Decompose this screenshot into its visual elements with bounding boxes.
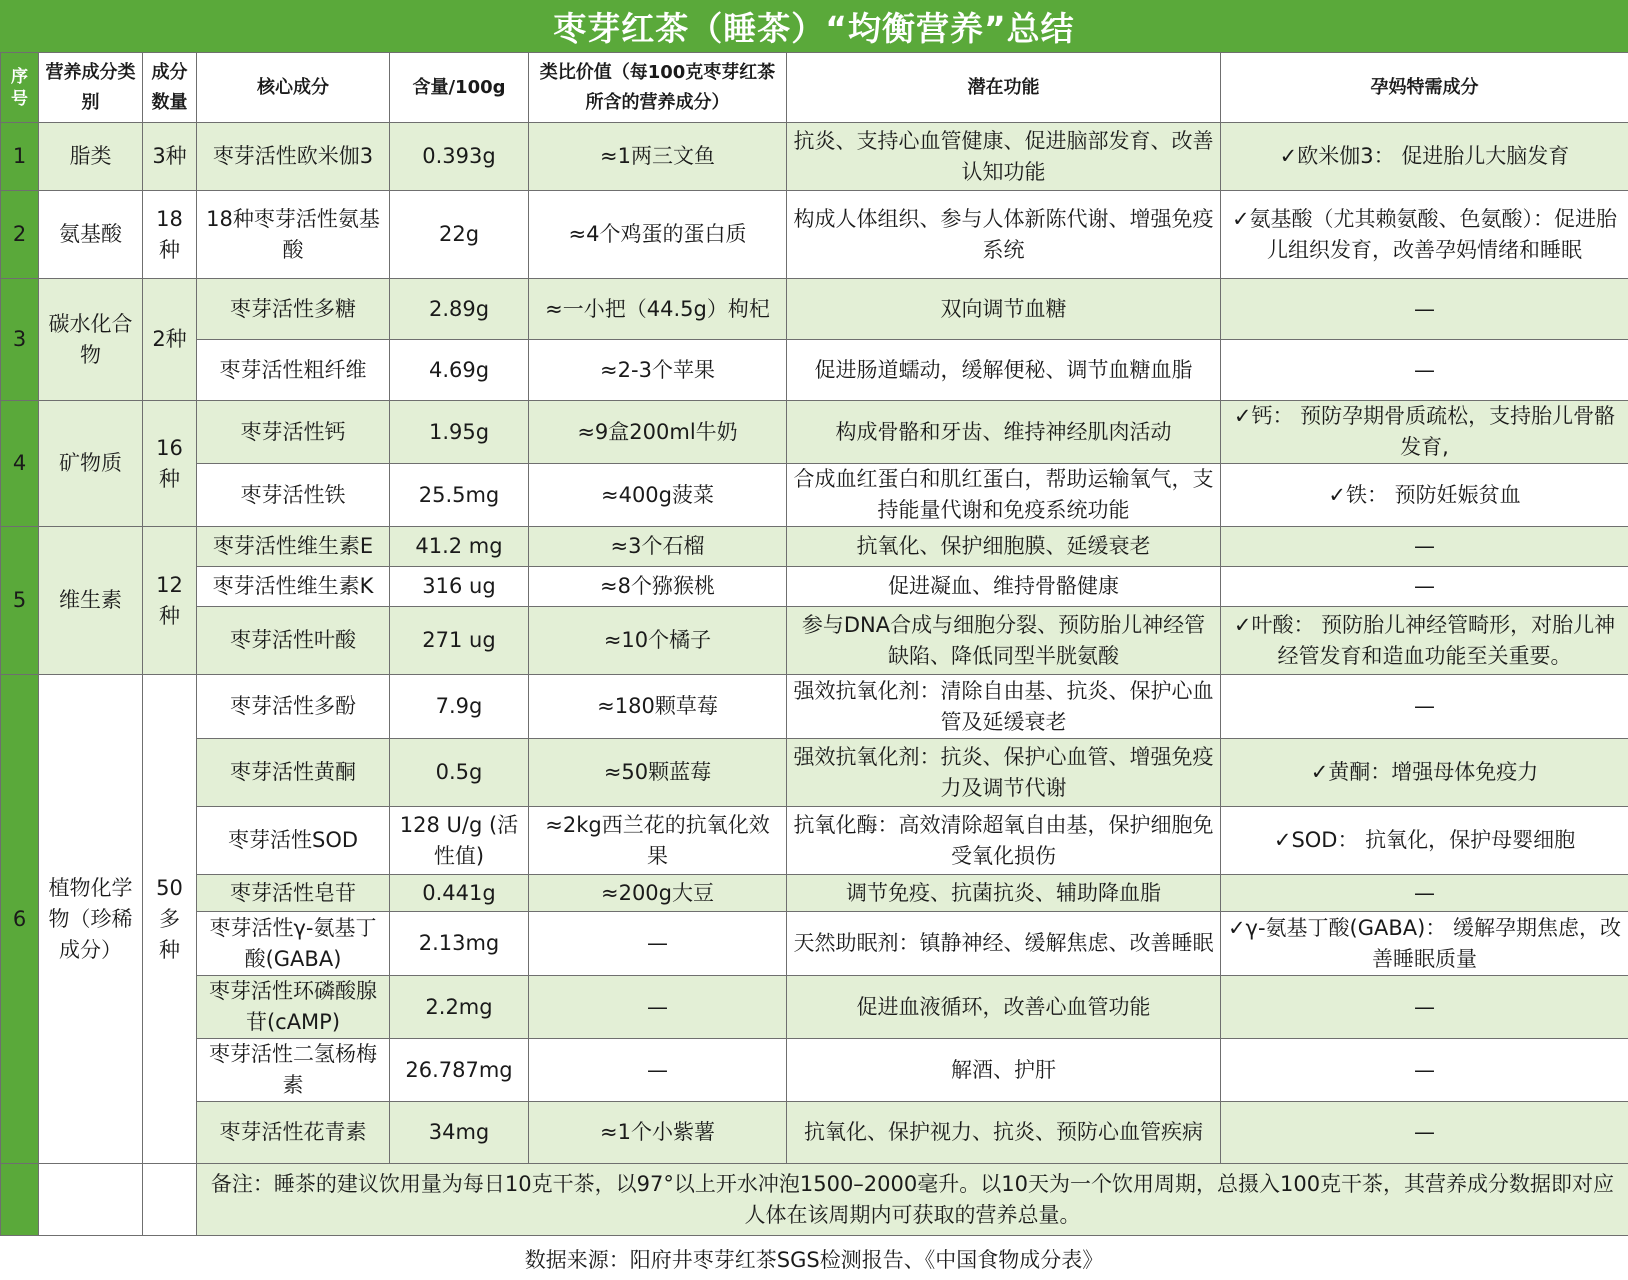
table-row (1, 340, 1628, 401)
cell-function: 合成血红蛋白和肌红蛋白，帮助运输氧气，支持能量代谢和免疫系统功能 (787, 464, 1221, 527)
table-row (1, 875, 1628, 912)
cell-component: 枣芽活性多糖 (197, 279, 390, 340)
cell-content: 0.5g (390, 739, 529, 807)
cell-pregnancy: — (1221, 976, 1628, 1039)
cell-analogy: ≈3个石榴 (529, 527, 787, 567)
cell-analogy: ≈一小把（44.5g）枸杞 (529, 279, 787, 340)
cell-function: 解酒、护肝 (787, 1039, 1221, 1102)
cell-analogy: ≈10个橘子 (529, 607, 787, 675)
cell-component: 枣芽活性铁 (197, 464, 390, 527)
cell-analogy: ≈180颗草莓 (529, 675, 787, 739)
header-function: 潜在功能 (787, 53, 1221, 123)
table-row (1, 401, 1628, 464)
group-count: 50多种 (143, 675, 197, 1164)
table-row (1, 191, 1628, 279)
group-seq: 3 (1, 279, 39, 401)
group-category: 碳水化合物 (39, 279, 143, 401)
header-count: 成分数量 (143, 53, 197, 123)
cell-pregnancy: ✓SOD： 抗氧化，保护母婴细胞 (1221, 807, 1628, 875)
note-text: 备注：睡茶的建议饮用量为每日10克干茶，以97°以上开水冲泡1500–2000毫升。以10天为一个饮用周期，总摄入100克干茶，其营养成分数据即对应人体在该周期内可获取的营养总量。 (197, 1164, 1628, 1236)
table-row (1, 1039, 1628, 1102)
cell-analogy: ≈200g大豆 (529, 875, 787, 912)
cell-analogy: — (529, 976, 787, 1039)
cell-component: 枣芽活性多酚 (197, 675, 390, 739)
cell-component: 枣芽活性叶酸 (197, 607, 390, 675)
cell-pregnancy: ✓铁： 预防妊娠贫血 (1221, 464, 1628, 527)
cell-content: 2.2mg (390, 976, 529, 1039)
cell-function: 促进凝血、维持骨骼健康 (787, 567, 1221, 607)
cell-content: 25.5mg (390, 464, 529, 527)
cell-analogy: ≈2-3个苹果 (529, 340, 787, 401)
cell-function: 促进血液循环，改善心血管功能 (787, 976, 1221, 1039)
cell-component: 枣芽活性花青素 (197, 1102, 390, 1164)
data-source-text: 数据来源：阳府井枣芽红茶SGS检测报告、《中国食物成分表》 (524, 1248, 1104, 1272)
cell-component: 枣芽活性粗纤维 (197, 340, 390, 401)
cell-analogy: — (529, 912, 787, 976)
cell-analogy: ≈1两三文鱼 (529, 123, 787, 191)
cell-component: 18种枣芽活性氨基酸 (197, 191, 390, 279)
group-category: 矿物质 (39, 401, 143, 527)
cell-function: 抗氧化、保护视力、抗炎、预防心血管疾病 (787, 1102, 1221, 1164)
cell-function: 构成人体组织、参与人体新陈代谢、增强免疫系统 (787, 191, 1221, 279)
title-bar (0, 0, 1628, 52)
group-seq: 2 (1, 191, 39, 279)
header-pregnancy: 孕妈特需成分 (1221, 53, 1628, 123)
header-row (1, 53, 1628, 123)
cell-function: 构成骨骼和牙齿、维持神经肌肉活动 (787, 401, 1221, 464)
group-seq: 6 (1, 675, 39, 1164)
group-seq: 1 (1, 123, 39, 191)
table-row (1, 1102, 1628, 1164)
note-seq-empty (1, 1164, 39, 1236)
cell-content: 2.13mg (390, 912, 529, 976)
table-row (1, 976, 1628, 1039)
cell-content: 271 ug (390, 607, 529, 675)
cell-component: 枣芽活性二氢杨梅素 (197, 1039, 390, 1102)
header-component: 核心成分 (197, 53, 390, 123)
cell-analogy: ≈1个小紫薯 (529, 1102, 787, 1164)
group-seq: 5 (1, 527, 39, 675)
cell-function: 抗氧化酶：高效清除超氧自由基，保护细胞免受氧化损伤 (787, 807, 1221, 875)
cell-content: 4.69g (390, 340, 529, 401)
cell-analogy: ≈400g菠菜 (529, 464, 787, 527)
group-category: 维生素 (39, 527, 143, 675)
cell-analogy: ≈8个猕猴桃 (529, 567, 787, 607)
cell-component: 枣芽活性黄酮 (197, 739, 390, 807)
data-source (0, 1238, 1628, 1280)
cell-content: 2.89g (390, 279, 529, 340)
cell-function: 调节免疫、抗菌抗炎、辅助降血脂 (787, 875, 1221, 912)
cell-analogy: ≈2kg西兰花的抗氧化效果 (529, 807, 787, 875)
table-row (1, 464, 1628, 527)
group-seq: 4 (1, 401, 39, 527)
group-category: 脂类 (39, 123, 143, 191)
cell-component: 枣芽活性皂苷 (197, 875, 390, 912)
table-row (1, 807, 1628, 875)
cell-content: 22g (390, 191, 529, 279)
cell-analogy: ≈50颗蓝莓 (529, 739, 787, 807)
group-count: 12种 (143, 527, 197, 675)
header-seq: 序号 (1, 53, 39, 123)
table-row (1, 567, 1628, 607)
table-row (1, 739, 1628, 807)
header-category: 营养成分类别 (39, 53, 143, 123)
cell-function: 抗氧化、保护细胞膜、延缓衰老 (787, 527, 1221, 567)
cell-content: 0.393g (390, 123, 529, 191)
page-title: 枣芽红茶（睡茶）“均衡营养”总结 (553, 8, 1075, 48)
nutrition-table (0, 52, 1628, 1236)
cell-pregnancy: ✓γ-氨基丁酸(GABA)： 缓解孕期焦虑，改善睡眠质量 (1221, 912, 1628, 976)
cell-pregnancy: ✓氨基酸（尤其赖氨酸、色氨酸）：促进胎儿组织发育，改善孕妈情绪和睡眠 (1221, 191, 1628, 279)
cell-pregnancy: — (1221, 567, 1628, 607)
cell-function: 参与DNA合成与细胞分裂、预防胎儿神经管缺陷、降低同型半胱氨酸 (787, 607, 1221, 675)
cell-component: 枣芽活性环磷酸腺苷(cAMP) (197, 976, 390, 1039)
cell-component: 枣芽活性γ-氨基丁酸(GABA) (197, 912, 390, 976)
cell-pregnancy: — (1221, 675, 1628, 739)
cell-pregnancy: — (1221, 279, 1628, 340)
cell-pregnancy: ✓欧米伽3： 促进胎儿大脑发育 (1221, 123, 1628, 191)
cell-content: 0.441g (390, 875, 529, 912)
table-row (1, 607, 1628, 675)
cell-pregnancy: — (1221, 527, 1628, 567)
table-row (1, 675, 1628, 739)
cell-component: 枣芽活性钙 (197, 401, 390, 464)
cell-function: 强效抗氧化剂：清除自由基、抗炎、保护心血管及延缓衰老 (787, 675, 1221, 739)
cell-function: 抗炎、支持心血管健康、促进脑部发育、改善认知功能 (787, 123, 1221, 191)
cell-function: 强效抗氧化剂：抗炎、保护心血管、增强免疫力及调节代谢 (787, 739, 1221, 807)
header-content: 含量/100g (390, 53, 529, 123)
cell-pregnancy: ✓叶酸： 预防胎儿神经管畸形，对胎儿神经管发育和造血功能至关重要。 (1221, 607, 1628, 675)
cell-analogy: — (529, 1039, 787, 1102)
note-row (1, 1164, 1628, 1236)
table-row (1, 912, 1628, 976)
table-row (1, 279, 1628, 340)
group-category: 氨基酸 (39, 191, 143, 279)
cell-pregnancy: — (1221, 1102, 1628, 1164)
cell-pregnancy: ✓黄酮：增强母体免疫力 (1221, 739, 1628, 807)
cell-content: 26.787mg (390, 1039, 529, 1102)
cell-pregnancy: ✓钙： 预防孕期骨质疏松，支持胎儿骨骼发育, (1221, 401, 1628, 464)
group-count: 2种 (143, 279, 197, 401)
cell-function: 促进肠道蠕动，缓解便秘、调节血糖血脂 (787, 340, 1221, 401)
note-empty-cell (143, 1164, 197, 1236)
group-count: 18种 (143, 191, 197, 279)
cell-pregnancy: — (1221, 1039, 1628, 1102)
cell-component: 枣芽活性维生素K (197, 567, 390, 607)
cell-component: 枣芽活性SOD (197, 807, 390, 875)
cell-content: 128 U/g (活性值) (390, 807, 529, 875)
table-row (1, 527, 1628, 567)
cell-content: 1.95g (390, 401, 529, 464)
cell-content: 41.2 mg (390, 527, 529, 567)
cell-component: 枣芽活性维生素E (197, 527, 390, 567)
group-count: 16种 (143, 401, 197, 527)
table-row (1, 123, 1628, 191)
cell-analogy: ≈4个鸡蛋的蛋白质 (529, 191, 787, 279)
cell-component: 枣芽活性欧米伽3 (197, 123, 390, 191)
cell-pregnancy: — (1221, 340, 1628, 401)
cell-function: 天然助眠剂：镇静神经、缓解焦虑、改善睡眠 (787, 912, 1221, 976)
cell-content: 7.9g (390, 675, 529, 739)
header-analogy: 类比价值（每100克枣芽红茶所含的营养成分） (529, 53, 787, 123)
group-category: 植物化学物（珍稀成分） (39, 675, 143, 1164)
cell-content: 316 ug (390, 567, 529, 607)
group-count: 3种 (143, 123, 197, 191)
cell-content: 34mg (390, 1102, 529, 1164)
cell-analogy: ≈9盒200ml牛奶 (529, 401, 787, 464)
note-empty-cell (39, 1164, 143, 1236)
cell-function: 双向调节血糖 (787, 279, 1221, 340)
cell-pregnancy: — (1221, 875, 1628, 912)
